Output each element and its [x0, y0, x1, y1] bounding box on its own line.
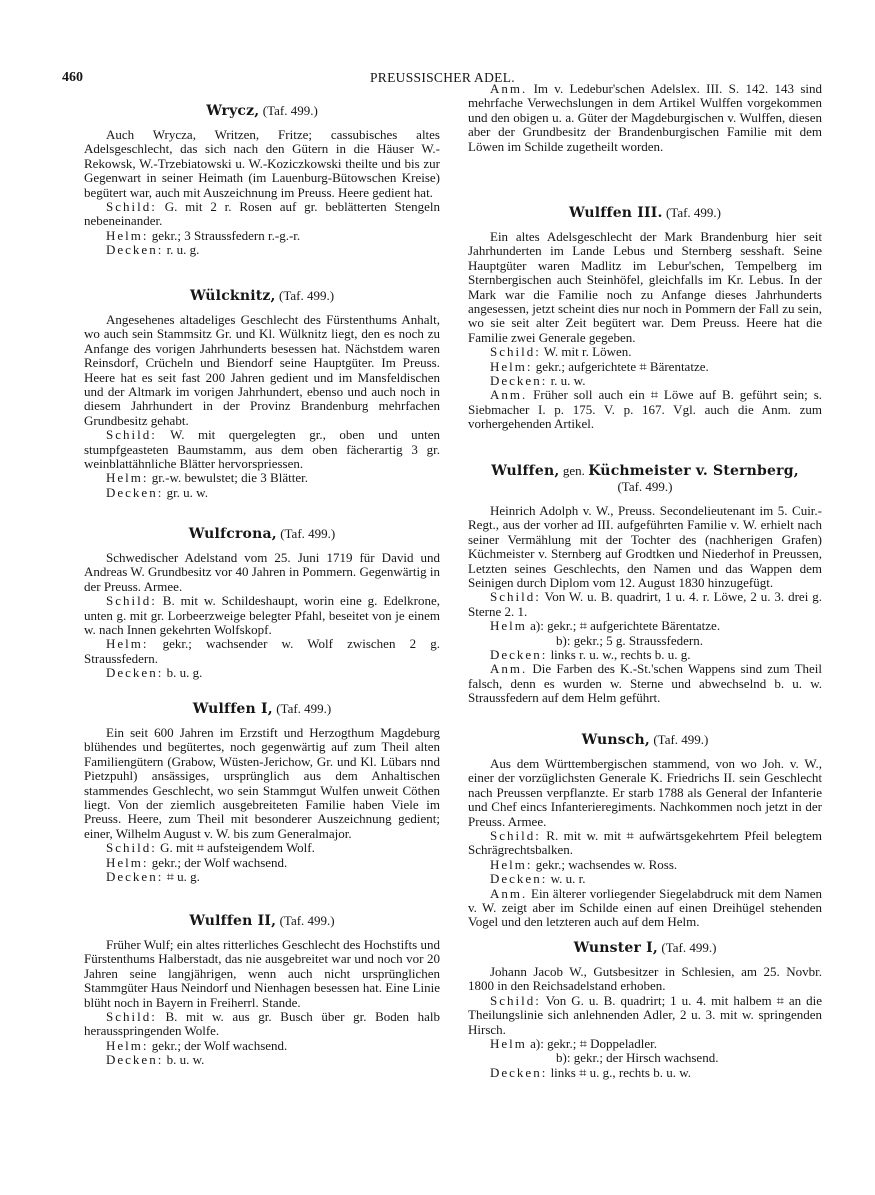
plate-reference: (Taf. 499.) — [617, 479, 673, 494]
family-name: Wunster I, — [573, 940, 659, 956]
plate-reference: (Taf. 499.) — [279, 913, 335, 928]
plate-reference: (Taf. 499.) — [661, 940, 717, 955]
paragraph-text: Aus dem Württembergischen stammend, von wo Joh. v. W., einer der vorzüglichsten Generale K. Friedrichs II. sein Geschlecht nach Preussen verpflanzte. Er starb 1788 als General der Infanterie und Chef eincs Infanterieregiments. Nachkommen noch jetzt in der Preuss. Armee. — [468, 756, 822, 829]
blazon-schild — [84, 200, 440, 229]
entry-text — [84, 313, 440, 428]
paragraph-text: r. u. w. — [550, 373, 586, 389]
field-label: Helm: — [106, 227, 149, 243]
blazon-decken — [468, 872, 822, 886]
entry-text — [84, 551, 440, 594]
field-label: Schild: — [106, 1009, 157, 1025]
blazon-helm — [468, 619, 822, 633]
field-label: Anm. — [490, 81, 528, 96]
plate-reference: (Taf. 499.) — [653, 732, 709, 747]
field-label: Helm: — [490, 358, 533, 374]
paragraph-text: W. mit r. Löwen. — [543, 344, 632, 360]
entry-text — [84, 938, 440, 1010]
page-number: 460 — [62, 70, 83, 85]
blazon-schild — [84, 428, 440, 471]
entry — [468, 463, 822, 706]
blazon-anm — [468, 887, 822, 930]
running-head: PREUSSISCHER ADEL. — [370, 70, 515, 85]
paragraph-text: r. u. g. — [166, 242, 200, 258]
plate-reference: (Taf. 499.) — [280, 526, 336, 541]
blazon-schild — [84, 841, 440, 855]
paragraph-text: Ein älterer vorliegender Siegelabdruck mit dem Namen v. W. zeigt aber im Schilde einen auf einen Dreihügel stehenden Vogel und den letzteren auch auf dem Helm. — [468, 885, 823, 930]
paragraph-text: W. mit quergelegten gr., oben und unten stumpfgeasteten Baumstamm, aus dem oben fächerartig 3 gr. weinblattähnliche Blätter hervorspriessen. — [84, 427, 441, 472]
family-name: Wulffen I, — [192, 701, 273, 717]
paragraph-text: Ein seit 600 Jahren im Erzstift und Herzogthum Magdeburg blühendes und begütertes, noch gegenwärtig auf zum Theil alten Familiengütern (Grabow, Wüsten-Jerichow, Gr. und Kl. Lübars nnd Pietzpuhl) ansässiges, ursprünglich aus dem Anhaltischen stammendes Geschlecht, wo sein Stammgut Wulfen unweit Cöthen liegt. Von der ziemlich ausgebreiteten Familie haben Viele im Preuss. Heere, zum Theil mit besonderer Auszeichnung gedient; einer, Wilhelm August v. W. bis zum Generalmajor. — [84, 725, 440, 841]
family-name: Wulffen II, — [189, 913, 277, 929]
paragraph-text: G. mit 2 r. Rosen auf gr. beblätterten Stengeln nebeneinander. — [84, 199, 441, 229]
field-label: Helm — [490, 1036, 527, 1052]
entry-heading — [84, 288, 440, 304]
field-label: Decken: — [106, 665, 164, 681]
blazon-helm — [468, 360, 822, 374]
heading-connector: gen. — [562, 463, 585, 478]
paragraph-text: Die Farben des K.-St.'schen Wappens sind zum Theil falsch, denn es wurden w. Sterne und abwechselnd b. u. w. Straussfedern auf dem Helm geführt. — [468, 661, 823, 706]
field-label: Decken: — [106, 242, 164, 258]
entry-text — [468, 504, 822, 590]
paragraph-text: gr. u. w. — [166, 484, 208, 500]
entry — [468, 940, 822, 1080]
paragraph-text: links r. u. w., rechts b. u. g. — [550, 647, 691, 663]
field-label: Decken: — [490, 1064, 548, 1080]
entry-heading — [84, 701, 440, 717]
field-label: Decken: — [490, 373, 548, 389]
paragraph-text: R. mit w. mit ⌗ aufwärtsgekehrtem Pfeil belegtem Schrägrechtsbalken. — [468, 828, 822, 858]
blazon-schild — [84, 594, 440, 637]
field-label: Schild: — [490, 828, 541, 844]
blazon-schild — [468, 994, 822, 1037]
paragraph-text: gekr.; aufgerichtete ⌗ Bärentatze. — [535, 358, 709, 374]
field-label: Helm: — [106, 1037, 149, 1053]
field-label: Decken: — [106, 869, 164, 885]
field-label: Helm: — [106, 470, 149, 486]
entry-text — [468, 965, 822, 994]
field-label: Helm: — [106, 854, 149, 870]
paragraph-text: Ein altes Adelsgeschlecht der Mark Brandenburg hier seit Jahrhunderten im Lande Lebus und Sternberg sesshaft. Seine Hauptgüter waren Madlitz im Lebur'schen, Tempelberg im Sternbergischen auch Steinhöfel, gleichfalls im Kr. Lebus. In der Mark war die Familie noch zu Anfange dieses Jahrhunderts angesessen, jetzt scheint dies nur noch in Pommern der Fall zu sein, wo sie seit alter Zeit begütert war. Dem Preuss. Heere hat die Familie zwei Generale gegeben. — [468, 229, 822, 345]
paragraph-text: Schwedischer Adelstand vom 25. Juni 1719 für David und Andreas W. Grundbesitz vor 40 Jahren in Pommern. Gegenwärtig in der Preuss. Armee. — [84, 550, 440, 594]
paragraph-text: b): gekr.; der Hirsch wachsend. — [556, 1050, 719, 1066]
entry-text — [468, 757, 822, 829]
family-name: Küchmeister v. Sternberg, — [588, 463, 799, 479]
paragraph-text: Heinrich Adolph v. W., Preuss. Secondelieutenant im 5. Cuir.-Regt., aus der vorher ad III. aufgeführten Familie v. W. erhielt nach seiner Vermählung mit der Tochter des (nachherigen Grafen) Küchmeister v. Sternberg auf Grodtken und Niederhof in Preussen, Letzten seines Geschlechts, den Namen und das Wappen dem Seinigen durch Diplom vom 12. August 1830 hinzugefügt. — [468, 503, 822, 591]
entry-heading — [468, 940, 822, 956]
paragraph-text: gekr.; der Wolf wachsend. — [151, 1037, 288, 1053]
entry — [84, 103, 440, 258]
paragraph-text: gekr.; wachsendes w. Ross. — [535, 856, 678, 872]
blazon-helm — [468, 858, 822, 872]
plate-reference: (Taf. 499.) — [279, 288, 335, 303]
field-label: Decken: — [106, 1052, 164, 1068]
entry-heading — [468, 463, 822, 495]
blazon-decken — [468, 648, 822, 662]
field-label: Helm — [490, 618, 527, 634]
blazon-schild — [468, 590, 822, 619]
paragraph-text: Im v. Ledebur'schen Adelslex. III. S. 142. 143 sind mehrfache Verwechslungen in dem Artikel Wulffen vorgekommen und den obigen u. a. Güter der Magdeburgischen v. Wulffen, diesen aber der Grundbesitz der Brandenburgischen Familie mit dem Löwen im Schilde zugetheilt worden. — [468, 81, 823, 154]
field-label: Schild: — [106, 840, 157, 856]
plate-reference: (Taf. 499.) — [262, 103, 318, 118]
blazon-schild — [468, 829, 822, 858]
blazon-decken — [84, 870, 440, 884]
paragraph-text: w. u. r. — [550, 871, 586, 887]
field-label: Anm. — [490, 885, 528, 901]
field-label: Schild: — [106, 427, 157, 443]
paragraph-text: ⌗ u. g. — [166, 869, 200, 885]
paragraph-text: b. u. g. — [166, 665, 203, 681]
blazon-anm — [468, 82, 822, 154]
paragraph-text: a): gekr.; ⌗ aufgerichtete Bärentatze. — [530, 618, 721, 634]
entry — [84, 526, 440, 681]
paragraph-text: gekr.; wachsender w. Wolf zwischen 2 g. Straussfedern. — [84, 636, 441, 666]
blazon-decken — [468, 374, 822, 388]
field-label: Schild: — [490, 589, 541, 605]
paragraph-text: Früher soll auch ein ⌗ Löwe auf B. geführt sein; s. Siebmacher I. p. 175. V. p. 167. Vgl. auch die Anm. zum vorhergehenden Artikel. — [468, 387, 823, 432]
paragraph-text: G. mit ⌗ aufsteigendem Wolf. — [160, 840, 315, 856]
field-label: Schild: — [490, 992, 541, 1008]
entry-heading — [84, 526, 440, 542]
field-label: Decken: — [490, 871, 548, 887]
entry — [468, 82, 822, 154]
paragraph-text: links ⌗ u. g., rechts b. u. w. — [550, 1064, 691, 1080]
field-label: Helm: — [490, 856, 533, 872]
blazon-helm — [84, 856, 440, 870]
family-name: Wülcknitz, — [189, 288, 276, 304]
entry-text — [468, 634, 822, 648]
blazon-decken — [84, 486, 440, 500]
family-name: Wulffen III. — [569, 205, 663, 221]
family-name: Wunsch, — [581, 732, 650, 748]
blazon-decken — [84, 1053, 440, 1067]
blazon-helm — [84, 637, 440, 666]
blazon-decken — [468, 1066, 822, 1080]
field-label: Anm. — [490, 387, 528, 403]
entry-text — [468, 230, 822, 345]
entry — [84, 913, 440, 1068]
blazon-helm — [84, 471, 440, 485]
paragraph-text: B. mit w. aus gr. Busch über gr. Boden halb herausspringenden Wolfe. — [84, 1009, 441, 1039]
paragraph-text: a): gekr.; ⌗ Doppeladler. — [530, 1036, 657, 1052]
field-label: Decken: — [490, 647, 548, 663]
entry-text — [84, 726, 440, 841]
blazon-decken — [84, 666, 440, 680]
field-label: Schild: — [106, 593, 157, 609]
paragraph-text: gr.-w. bewulstet; die 3 Blätter. — [151, 470, 308, 486]
entry-heading — [468, 732, 822, 748]
entry-text — [468, 1051, 822, 1065]
blazon-anm — [468, 388, 822, 431]
entry-heading — [84, 103, 440, 119]
blazon-helm — [468, 1037, 822, 1051]
entry — [84, 701, 440, 884]
plate-reference: (Taf. 499.) — [276, 701, 332, 716]
blazon-schild — [468, 345, 822, 359]
entry-heading — [468, 205, 822, 221]
paragraph-text: Von W. u. B. quadrirt, 1 u. 4. r. Löwe, 2 u. 3. drei g. Sterne 2. 1. — [468, 589, 822, 619]
paragraph-text: B. mit w. Schildeshaupt, worin eine g. Edelkrone, unten g. mit gr. Lorbeerzweige belegter Pfahl, beseitet von je einem w. nach Innen gekehrten Wolfskopf. — [84, 593, 441, 638]
blazon-anm — [468, 662, 822, 705]
entry — [468, 732, 822, 930]
field-label: Schild: — [490, 344, 541, 360]
blazon-decken — [84, 243, 440, 257]
blazon-schild — [84, 1010, 440, 1039]
family-name: Wulfcrona, — [188, 526, 277, 542]
field-label: Decken: — [106, 484, 164, 500]
family-name: Wrycz, — [206, 103, 260, 119]
entry-heading — [84, 913, 440, 929]
paragraph-text: Von G. u. B. quadrirt; 1 u. 4. mit halbem ⌗ an die Theilungslinie sich anlehnenden Adler, 2 u. 3. mit w. springenden Hirsch. — [468, 992, 823, 1037]
entry — [84, 288, 440, 500]
paragraph-text: b. u. w. — [166, 1052, 205, 1068]
paragraph-text: b): gekr.; 5 g. Straussfedern. — [556, 632, 703, 648]
field-label: Anm. — [490, 661, 528, 677]
blazon-helm — [84, 229, 440, 243]
field-label: Schild: — [106, 199, 157, 215]
entry — [468, 205, 822, 432]
blazon-helm — [84, 1039, 440, 1053]
field-label: Helm: — [106, 636, 149, 652]
paragraph-text: Auch Wrycza, Writzen, Fritze; cassubisches altes Adelsgeschlecht, das sich nach den Gütern in die Häuser W.-Rekowsk, W.-Trzebiatowski u. W.-Koziczkowski theilte und bis zur Gegenwart in seiner Heimath (im Lauenburg-Bütowschen Kreise) begütert war, auch mit Auszeichnung im Preuss. Heere gedient hat. — [84, 127, 440, 200]
paragraph-text: Früher Wulf; ein altes ritterliches Geschlecht des Hochstifts und Fürstenthums Halberstadt, das nie ausgebreitet war und noch vor 20 Jahren seine langjährigen, wenn auch nicht ursprünglichen Stammgüter Haus Neindorf und Nienhagen besessen hat. Eine Linie blüht noch in Bayern in Freiherrl. Stande. — [84, 937, 440, 1010]
entry-text — [84, 128, 440, 200]
paragraph-text: gekr.; 3 Straussfedern r.-g.-r. — [151, 227, 301, 243]
paragraph-text: gekr.; der Wolf wachsend. — [151, 854, 288, 870]
paragraph-text: Angesehenes altadeliges Geschlecht des Fürstenthums Anhalt, wo auch sein Stammsitz Gr. und Kl. Wülknitz liegt, den es noch zu Anfange des vorigen Jahrhunderts besessen hat. Nächstdem waren Reinsdorf, Crücheln und Biendorf seine Hauptgüter. Im Preuss. Heere hat es seit fast 200 Jahren gedient und im Mansfeldischen und der Altmark im vorigen Jahrhundert, ebenso und auch noch in diesem Jahrhundert in der Provinz Brandenburg mehrfachen Grundbesitz gehabt. — [84, 312, 440, 428]
paragraph-text: Johann Jacob W., Gutsbesitzer in Schlesien, am 25. Novbr. 1800 in den Reichsadelstand erhoben. — [468, 964, 822, 994]
plate-reference: (Taf. 499.) — [665, 205, 721, 220]
family-name: Wulffen, — [491, 463, 560, 479]
